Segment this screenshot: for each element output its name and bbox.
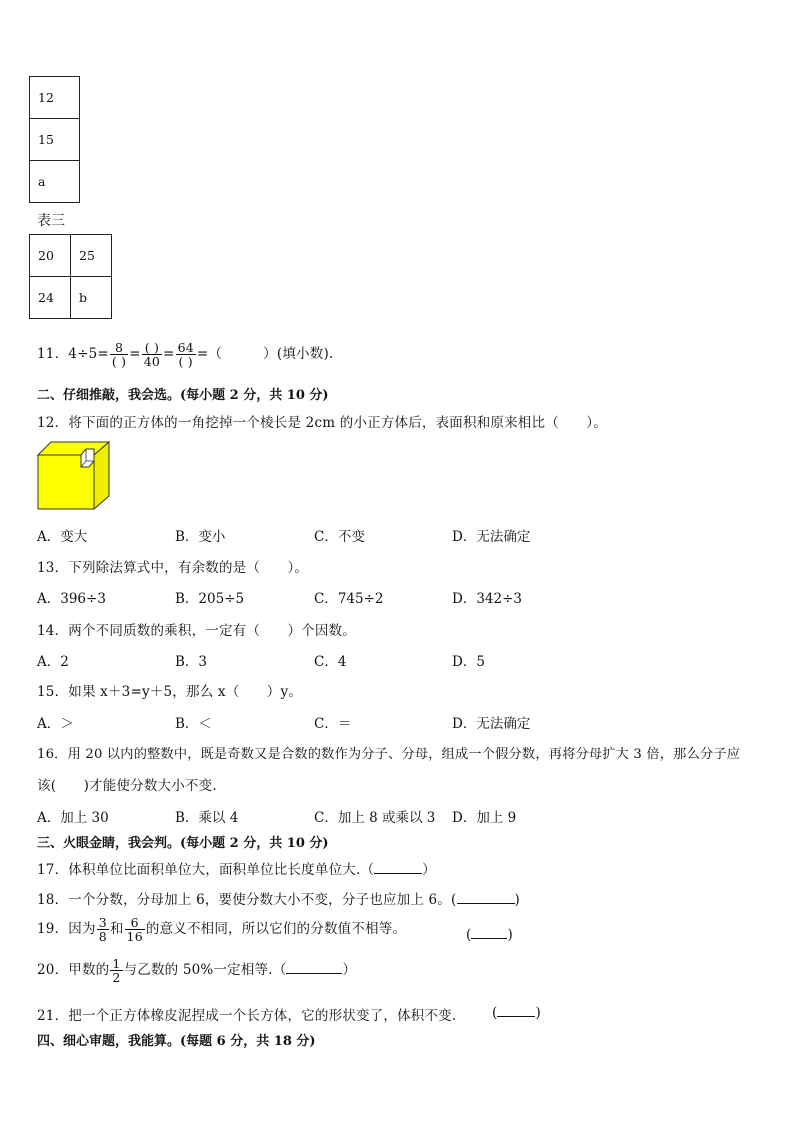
fraction-denominator: 40 [143,354,161,370]
table-row [30,161,80,203]
fraction-denominator: 16 [126,929,143,945]
table-cell: 24 [30,277,71,319]
table-1 [29,76,80,203]
table-cell: a [30,161,80,203]
q15-option-b[interactable]: B．＜ [175,716,212,732]
q11-suffix: =（ ）(填小数). [196,346,334,363]
fraction-numerator: 8 [110,341,128,355]
question-16-line-2: 该( )才能使分数大小不变. [37,778,217,794]
q16-option-c[interactable]: C．加上 8 或乘以 3 [314,810,436,826]
table-cell: 15 [30,119,80,161]
question-20 [37,957,356,984]
question-19 [37,916,406,943]
question-12: 12．将下面的正方体的一角挖掉一个棱长是 2cm 的小正方体后，表面积和原来相比（ ）。 [37,415,607,431]
fraction-denominator: ( ) [178,354,193,370]
section-4-title: 四、细心审题，我能算。(每题 6 分，共 18 分) [37,1034,316,1049]
q18-text: 18．一个分数，分母加上 6，要使分数大小不变，分子也应加上 6。( [37,892,457,908]
q15-option-a[interactable]: A．＞ [37,716,74,732]
q19-mid: 和 [109,921,124,938]
q17-text: 17．体积单位比面积单位大，面积单位比长度单位大.（ [37,862,375,878]
fraction-numerator: 3 [98,915,107,930]
fraction-denominator: 2 [112,970,121,986]
q20-prefix: 20．甲数的 [37,962,110,979]
q12-option-a[interactable]: A．变大 [37,529,88,545]
q19-suffix: 的意义不相同，所以它们的分数值不相等。 [145,921,407,938]
paren-close: ) [507,927,513,943]
q15-option-c[interactable]: C．＝ [314,716,352,732]
question-17 [37,858,436,878]
table-3-label: 表三 [37,213,65,229]
q19-fraction-2 [125,916,145,943]
q20-suffix: 与乙数的 50%一定相等.（ [123,962,287,979]
q19-fraction-1 [97,916,109,943]
q20-fraction [110,957,122,984]
answer-blank[interactable] [374,861,422,874]
answer-blank[interactable] [497,1004,535,1017]
table-row [30,277,112,319]
fraction-numerator: 64 [177,340,194,355]
q13-option-c[interactable]: C．745÷2 [314,591,384,607]
table-cell: 20 [30,235,71,277]
paren-close: ) [514,892,520,908]
q14-option-a[interactable]: A．2 [37,654,69,670]
equals-sign: = [163,346,175,363]
fraction-numerator: 6 [125,916,145,930]
fraction-denominator: 8 [98,929,107,945]
q14-option-c[interactable]: C．4 [314,654,347,670]
q15-option-d[interactable]: D．无法确定 [452,716,531,732]
table-cell: 25 [71,235,112,277]
q12-option-d[interactable]: D．无法确定 [452,529,531,545]
q14-option-b[interactable]: B．3 [175,654,208,670]
q11-fraction-3 [176,341,196,368]
equals-sign: = [129,346,141,363]
q13-option-d[interactable]: D．342÷3 [452,591,522,607]
fraction-numerator: 1 [112,956,121,971]
fraction-numerator: ( ) [142,341,162,355]
q11-fraction-1 [110,341,128,368]
q19-prefix: 19．因为 [37,921,96,938]
question-11 [37,341,333,368]
q13-option-a[interactable]: A．396÷3 [37,591,106,607]
paren-open: ( [492,1005,498,1021]
table-cell: 12 [30,77,80,119]
answer-blank[interactable] [471,926,507,939]
q16-option-b[interactable]: B．乘以 4 [175,810,239,826]
table-row [30,235,112,277]
question-16-line-1: 16．用 20 以内的整数中，既是奇数又是合数的数作为分子、分母，组成一个假分数，再将分母扩大 3 倍，那么分子应 [37,747,741,762]
table-cell: b [71,277,112,319]
question-18 [37,888,520,908]
table-3 [29,234,112,319]
section-3-title: 三、火眼金睛，我会判。(每小题 2 分，共 10 分) [37,836,329,851]
paren-close: ） [422,862,436,878]
q16-option-d[interactable]: D．加上 9 [452,810,517,826]
section-2-title: 二、仔细推敲，我会选。(每小题 2 分，共 10 分) [37,388,329,403]
fraction-denominator: ( ) [111,354,127,370]
q16-option-a[interactable]: A．加上 30 [37,810,109,826]
paren-close: ） [342,962,357,979]
q13-option-b[interactable]: B．205÷5 [175,591,245,607]
paren-open: ( [466,927,472,943]
question-14: 14．两个不同质数的乘积，一定有（ ）个因数。 [37,623,356,639]
q14-option-d[interactable]: D．5 [452,654,485,670]
question-21: 21．把一个正方体橡皮泥捏成一个长方体，它的形状变了，体积不变. [37,1008,457,1024]
paren-close: ) [535,1005,541,1021]
answer-blank[interactable] [457,891,515,904]
q19-answer [466,926,513,943]
q21-answer [492,1004,541,1021]
q11-fraction-2 [142,341,162,368]
question-13: 13．下列除法算式中，有余数的是（ ）。 [37,560,309,576]
question-15: 15．如果 x＋3=y＋5，那么 x（ ）y。 [37,684,303,700]
table-row [30,77,80,119]
q12-option-b[interactable]: B．变小 [175,529,226,545]
table-row [30,119,80,161]
cube-illustration [36,441,112,511]
q11-prefix: 11．4÷5= [37,346,109,363]
answer-blank[interactable] [286,961,342,974]
q12-option-c[interactable]: C．不变 [314,529,365,545]
